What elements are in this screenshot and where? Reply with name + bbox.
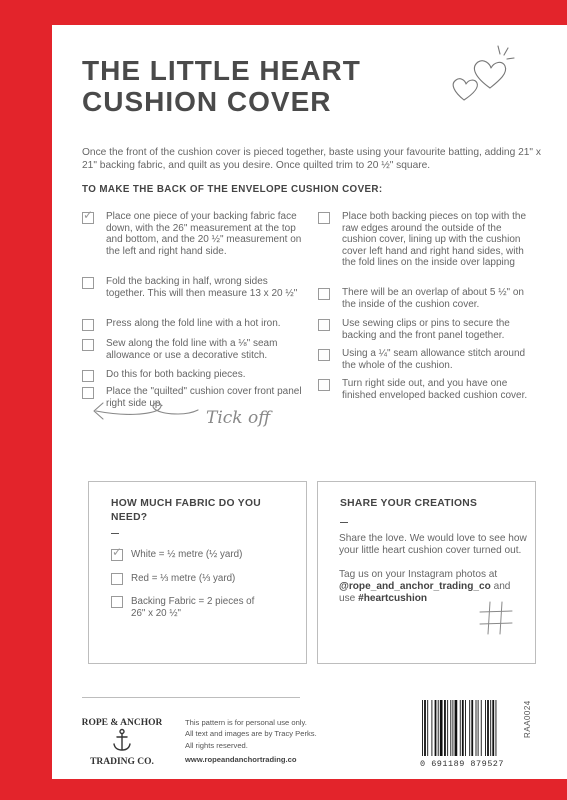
fabric-checkbox[interactable]	[111, 596, 123, 608]
barcode-number: 0 691189 879527	[420, 759, 505, 769]
barcode-bar	[452, 700, 453, 756]
step-text: Fold the backing in half, wrong sides together. This will then measure 13 x 20 ½"	[106, 276, 298, 299]
barcode-bar	[478, 700, 479, 756]
fabric-item-white	[111, 545, 301, 561]
product-code: RAA0024	[523, 700, 532, 738]
fabric-label: Red	[131, 573, 149, 584]
barcode-bar	[444, 700, 446, 756]
instagram-handle[interactable]: @rope_and_anchor_trading_co	[339, 580, 491, 592]
step-text: There will be an overlap of about 5 ½" on the inside of the cushion cover.	[342, 287, 524, 310]
footer-line-2: All text and images are by Tracy Perks.	[185, 729, 317, 739]
section-heading: TO MAKE THE BACK OF THE ENVELOPE CUSHION COVER:	[82, 184, 383, 195]
step-text: Press along the fold line with a hot iron.	[106, 318, 281, 329]
red-bottom-band	[52, 779, 567, 800]
fabric-item-red	[111, 573, 301, 585]
barcode-bar	[422, 700, 423, 756]
fabric-label: Backing Fabric	[131, 596, 196, 607]
step-checkbox[interactable]	[318, 319, 330, 331]
red-left-stripe	[0, 0, 52, 800]
barcode-bar	[460, 700, 461, 756]
heading-rule	[111, 533, 119, 534]
barcode-bar	[492, 700, 494, 756]
fabric-panel	[88, 481, 307, 664]
step-checkbox[interactable]	[82, 319, 94, 331]
title-line-2: CUSHION COVER	[82, 86, 332, 117]
fabric-value: = ⅓ metre (⅓ yard)	[151, 573, 236, 584]
barcode-bar	[424, 700, 426, 756]
step-text: Sew along the fold line with a ⅛" seam allowance or use a decorative stitch.	[106, 338, 278, 361]
step-checkbox[interactable]	[82, 370, 94, 382]
steps-left-column	[82, 208, 302, 416]
barcode-bar	[435, 700, 437, 756]
title-line-1: THE LITTLE HEART	[82, 55, 361, 86]
fabric-item-backing	[111, 596, 261, 619]
barcode-bar	[471, 700, 473, 756]
barcode-bar	[440, 700, 443, 756]
step-text: Use sewing clips or pins to secure the backing and the front panel together.	[342, 318, 510, 341]
barcode-bar	[462, 700, 464, 756]
step-item	[318, 348, 538, 378]
step-item	[318, 287, 538, 318]
step-item	[318, 378, 538, 418]
step-text: Place both backing pieces on top with the raw edges around the outside of the cushion cover, lining up with the cushion cover left hand and right hand sides, with the fold lines on the inside over lapping	[342, 211, 527, 269]
barcode-bar	[496, 700, 497, 756]
barcode-bar	[438, 700, 439, 756]
step-checkbox[interactable]	[318, 349, 330, 361]
step-checkbox[interactable]	[82, 339, 94, 351]
share-mid: and use	[339, 580, 511, 604]
page-title	[82, 55, 412, 117]
logo-line-1: ROPE & ANCHOR	[82, 718, 162, 728]
step-checkbox[interactable]	[82, 208, 94, 224]
step-text: Do this for both backing pieces.	[106, 369, 246, 380]
heading-rule	[340, 522, 348, 523]
step-item	[318, 211, 538, 287]
barcode-bar	[427, 700, 428, 756]
footer-line-1: This pattern is for personal use only.	[185, 718, 307, 727]
fabric-value: = 2 pieces of 26" x 20 ½"	[131, 596, 255, 619]
website-link[interactable]: www.ropeandanchortrading.co	[185, 755, 297, 764]
step-text: Using a ¼" seam allowance stitch around the whole of the cushion.	[342, 348, 526, 371]
step-item	[82, 338, 302, 369]
step-text: Place one piece of your backing fabric face down, with the 26" measurement at the top and bottom, and the 20 ½" measurement on the left and right hand side.	[106, 211, 302, 257]
step-item	[82, 318, 302, 338]
footer-divider	[82, 697, 300, 698]
step-item	[318, 318, 538, 348]
anchor-icon	[114, 730, 130, 751]
barcode-bar	[487, 700, 489, 756]
barcode-bar	[490, 700, 491, 756]
fabric-value: = ½ metre (½ yard)	[158, 549, 243, 560]
step-item	[82, 276, 302, 318]
barcode-bar	[447, 700, 448, 756]
step-checkbox[interactable]	[318, 288, 330, 300]
step-text: Turn right side out, and you have one finished enveloped backed cushion cover.	[342, 378, 528, 401]
share-text: Share the love. We would love to see how your little heart cushion cover turned out.	[339, 533, 527, 556]
barcode-bar	[481, 700, 482, 756]
share-heading: SHARE YOUR CREATIONS	[340, 498, 478, 509]
share-panel	[317, 481, 536, 664]
hashtag[interactable]: #heartcushion	[358, 592, 428, 604]
logo-line-2: TRADING CO.	[90, 757, 154, 767]
footer-line-3: All rights reserved.	[185, 740, 248, 750]
step-text: Place the "quilted" cushion cover front panel right side up.	[106, 386, 302, 409]
intro-paragraph: Once the front of the cushion cover is pieced together, baste using your favourite batting, adding 21" x 21" backing fabric, and quilt as you desire. Once quilted trim to 20 ½" square.	[82, 147, 541, 171]
barcode-bar	[431, 700, 432, 756]
fabric-checkbox[interactable]	[111, 573, 123, 585]
barcode-bar	[450, 700, 451, 756]
footer-notes	[185, 717, 335, 751]
hearts-icon	[448, 40, 538, 110]
share-prefix: Tag us on your Instagram photos at	[339, 569, 498, 580]
rope-and-anchor-logo	[82, 713, 162, 771]
step-item	[82, 208, 302, 276]
barcode-bar	[476, 700, 477, 756]
barcode-bar	[485, 700, 486, 756]
barcode-bar	[455, 700, 458, 756]
step-checkbox[interactable]	[318, 379, 330, 391]
tick-icon: ✓	[83, 208, 94, 222]
fabric-label: White	[131, 549, 157, 560]
step-checkbox[interactable]	[318, 212, 330, 224]
tick-icon: ✓	[112, 545, 123, 559]
steps-right-column	[318, 211, 538, 418]
tick-off-label: Tick off	[206, 408, 271, 428]
tick-off-arrow-icon	[88, 392, 288, 462]
step-checkbox[interactable]	[82, 277, 94, 289]
hashtag-icon	[478, 600, 514, 636]
fabric-checkbox[interactable]	[111, 545, 123, 561]
barcode-bar	[469, 700, 470, 756]
step-item	[82, 369, 302, 386]
fabric-heading: HOW MUCH FABRIC DO YOU NEED?	[111, 498, 261, 523]
red-top-band	[52, 0, 567, 25]
barcode-bar	[465, 700, 466, 756]
